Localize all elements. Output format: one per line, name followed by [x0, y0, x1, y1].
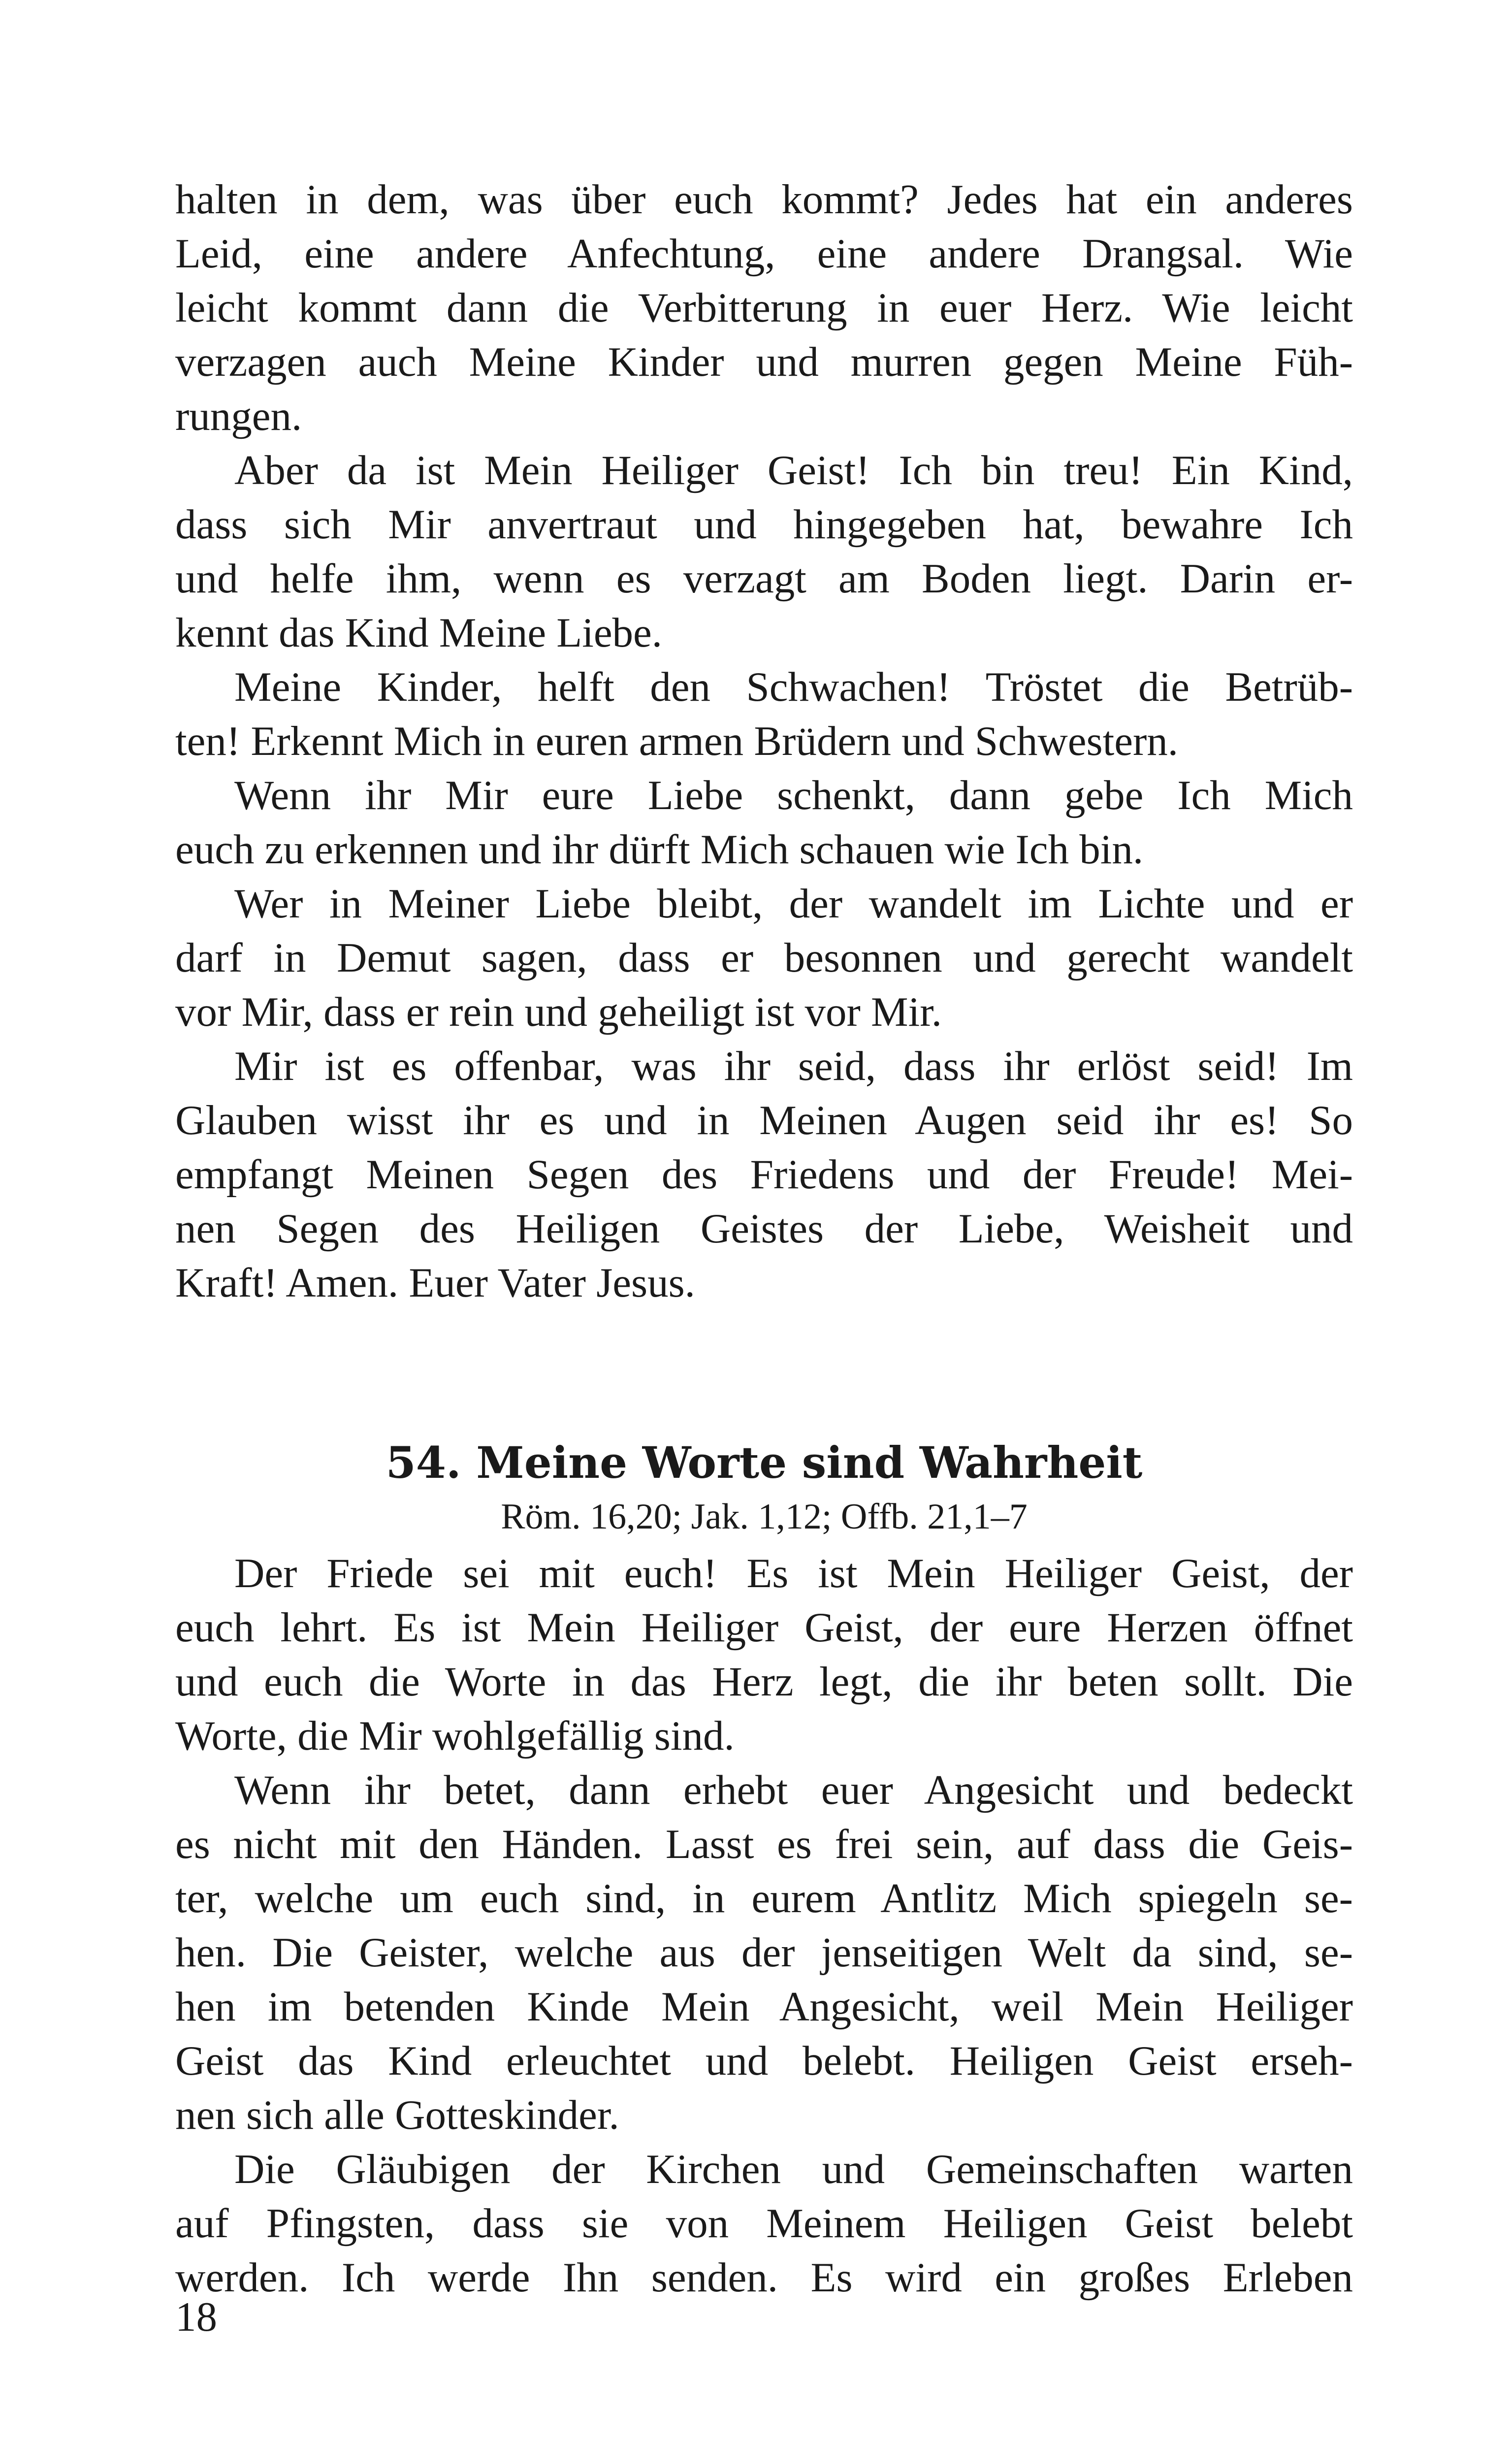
text-line: ter, welche um euch sind, in eurem Antlitz Mich spiegeln se-	[175, 1875, 1353, 1922]
text-line: halten in dem, was über euch kommt? Jedes hat ein anderes	[175, 176, 1353, 223]
text-line: werden. Ich werde Ihn senden. Es wird ein großes Erleben	[175, 2254, 1353, 2301]
paragraph	[175, 2142, 1353, 2305]
chapter-title: 54. Meine Worte sind Wahrheit	[386, 1437, 1143, 1488]
text-line: Meine Kinder, helft den Schwachen! Tröstet die Betrüb-	[234, 664, 1353, 710]
text-line: Wenn ihr Mir eure Liebe schenkt, dann gebe Ich Mich	[234, 772, 1353, 818]
text-line: und helfe ihm, wenn es verzagt am Boden liegt. Darin er-	[175, 555, 1353, 602]
paragraph	[175, 1763, 1353, 2142]
paragraph	[175, 877, 1353, 1039]
text-line: kennt das Kind Meine Liebe.	[175, 610, 663, 656]
text-line: und euch die Worte in das Herz legt, die ihr beten sollt. Die	[175, 1659, 1353, 1705]
text-line: auf Pfingsten, dass sie von Meinem Heiligen Geist belebt	[175, 2200, 1353, 2247]
text-line: darf in Demut sagen, dass er besonnen und gerecht wandelt	[175, 935, 1353, 981]
text-line: empfangt Meinen Segen des Friedens und der Freude! Mei-	[175, 1151, 1353, 1198]
text-line: Wer in Meiner Liebe bleibt, der wandelt im Lichte und er	[234, 880, 1353, 927]
text-line: Glauben wisst ihr es und in Meinen Augen seid ihr es! So	[175, 1097, 1353, 1143]
text-line: Wenn ihr betet, dann erhebt euer Angesicht und bedeckt	[234, 1767, 1353, 1813]
text-line: Worte, die Mir wohlgefällig sind.	[175, 1713, 735, 1759]
text-line: euch zu erkennen und ihr dürft Mich schauen wie Ich bin.	[175, 826, 1144, 873]
paragraph	[175, 1546, 1353, 1763]
text-line: Mir ist es offenbar, was ihr seid, dass ihr erlöst seid! Im	[234, 1043, 1353, 1089]
text-line: Der Friede sei mit euch! Es ist Mein Heiliger Geist, der	[234, 1550, 1353, 1596]
text-line: Kraft! Amen. Euer Vater Jesus.	[175, 1260, 695, 1306]
text-line: ten! Erkennt Mich in euren armen Brüdern und Schwestern.	[175, 718, 1179, 764]
text-line: hen im betenden Kinde Mein Angesicht, weil Mein Heiliger	[175, 1984, 1353, 2030]
text-line: vor Mir, dass er rein und geheiligt ist vor Mir.	[175, 989, 942, 1035]
text-line: hen. Die Geister, welche aus der jenseitigen Welt da sind, se-	[175, 1929, 1353, 1976]
text-line: verzagen auch Meine Kinder und murren gegen Meine Füh-	[175, 339, 1353, 385]
page-number: 18	[175, 2294, 217, 2340]
text-line: nen sich alle Gotteskinder.	[175, 2092, 619, 2138]
text-line: rungen.	[175, 393, 302, 439]
text-line: nen Segen des Heiligen Geistes der Liebe, Weisheit und	[175, 1205, 1353, 1252]
paragraph	[175, 1039, 1353, 1310]
text-section-top	[175, 172, 1353, 1310]
text-line: Die Gläubigen der Kirchen und Gemeinschaften warten	[234, 2146, 1353, 2192]
paragraph	[175, 660, 1353, 768]
page-body	[175, 172, 1353, 2305]
text-line: Leid, eine andere Anfechtung, eine andere Drangsal. Wie	[175, 230, 1353, 277]
text-line: Geist das Kind erleuchtet und belebt. Heiligen Geist erseh-	[175, 2038, 1353, 2084]
text-line: es nicht mit den Händen. Lasst es frei sein, auf dass die Geis-	[175, 1821, 1353, 1867]
text-line: leicht kommt dann die Verbitterung in euer Herz. Wie leicht	[175, 285, 1353, 331]
paragraph	[175, 768, 1353, 877]
paragraph	[175, 172, 1353, 443]
text-section-bottom	[175, 1546, 1353, 2305]
chapter-references: Röm. 16,20; Jak. 1,12; Offb. 21,1–7	[501, 1497, 1028, 1537]
text-line: Aber da ist Mein Heiliger Geist! Ich bin treu! Ein Kind,	[234, 447, 1353, 493]
text-line: dass sich Mir anvertraut und hingegeben hat, bewahre Ich	[175, 501, 1353, 548]
text-line: euch lehrt. Es ist Mein Heiliger Geist, der eure Herzen öffnet	[175, 1604, 1353, 1651]
section-gap	[175, 1310, 1353, 1418]
paragraph	[175, 443, 1353, 660]
